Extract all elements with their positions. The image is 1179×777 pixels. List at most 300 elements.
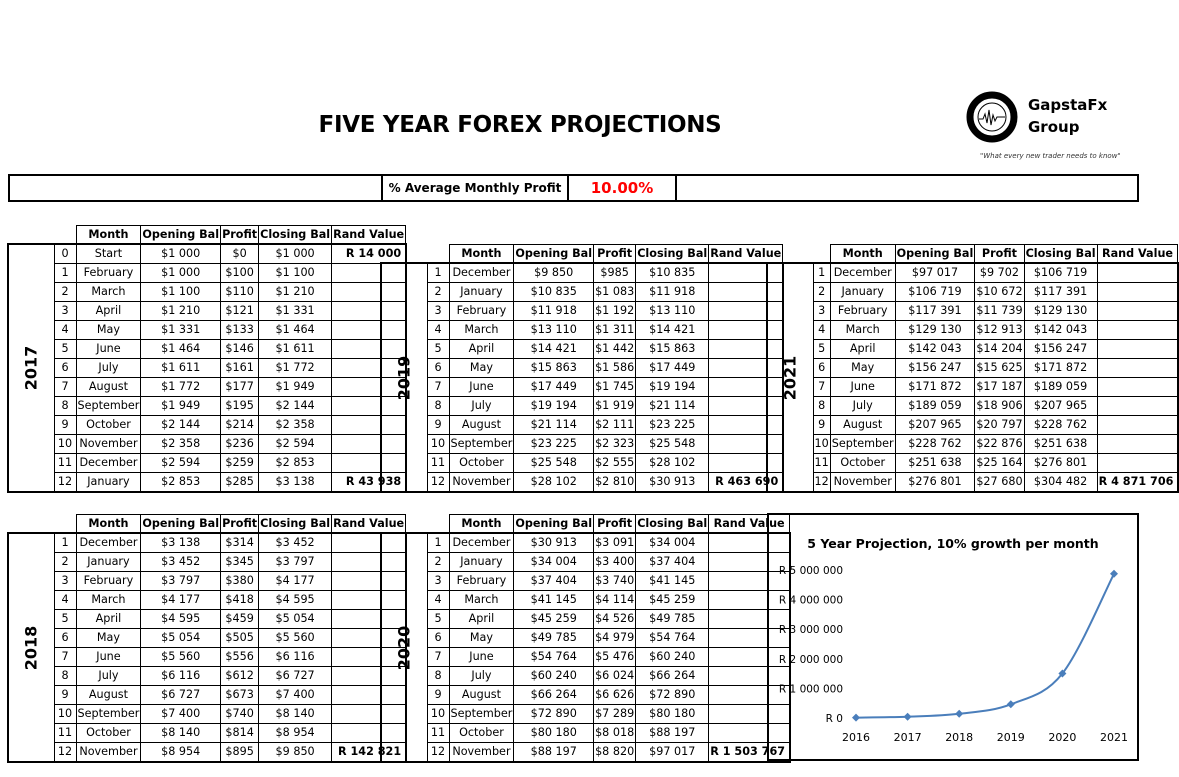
- opening-bal-cell: $8 954: [141, 743, 221, 762]
- closing-bal-cell: $4 177: [259, 572, 332, 591]
- month-cell: December: [76, 534, 141, 553]
- column-header: Closing Bal: [636, 515, 709, 534]
- chart-title: 5 Year Projection, 10% growth per month: [807, 536, 1099, 551]
- month-cell: August: [449, 686, 514, 705]
- opening-bal-cell: $129 130: [895, 321, 975, 340]
- column-header: Rand Value: [332, 226, 406, 245]
- opening-bal-cell: $1 210: [141, 302, 221, 321]
- profit-cell: $25 164: [975, 454, 1024, 473]
- month-cell: September: [76, 397, 141, 416]
- month-cell: October: [449, 454, 514, 473]
- row-index: 7: [54, 648, 76, 667]
- profit-cell: $10 672: [975, 283, 1024, 302]
- opening-bal-cell: $3 138: [141, 534, 221, 553]
- opening-bal-cell: $8 140: [141, 724, 221, 743]
- month-cell: January: [449, 283, 514, 302]
- month-cell: March: [449, 591, 514, 610]
- month-cell: August: [830, 416, 895, 435]
- closing-bal-cell: $80 180: [636, 705, 709, 724]
- profit-cell: $9 702: [975, 264, 1024, 283]
- row-index: 3: [54, 302, 76, 321]
- closing-bal-cell: $37 404: [636, 553, 709, 572]
- opening-bal-cell: $19 194: [514, 397, 594, 416]
- row-index: 10: [54, 435, 76, 454]
- profit-cell: $133: [221, 321, 259, 340]
- opening-bal-cell: $14 421: [514, 340, 594, 359]
- row-index: 10: [54, 705, 76, 724]
- profit-cell: $8 820: [594, 743, 636, 762]
- column-header: Closing Bal: [636, 245, 709, 264]
- table-row: [382, 473, 783, 492]
- opening-bal-cell: $142 043: [895, 340, 975, 359]
- closing-bal-cell: $3 138: [259, 473, 332, 492]
- opening-bal-cell: $88 197: [514, 743, 594, 762]
- closing-bal-cell: $1 331: [259, 302, 332, 321]
- opening-bal-cell: $2 853: [141, 473, 221, 492]
- closing-bal-cell: $156 247: [1024, 340, 1097, 359]
- series-line: [856, 574, 1114, 718]
- table-row: [382, 667, 790, 686]
- table-row: [9, 435, 406, 454]
- table-row: [9, 283, 406, 302]
- profit-cell: $8 018: [594, 724, 636, 743]
- closing-bal-cell: $45 259: [636, 591, 709, 610]
- profit-cell: $195: [221, 397, 259, 416]
- monthly-profit-value[interactable]: 10.00%: [569, 176, 677, 200]
- profit-cell: $418: [221, 591, 259, 610]
- rand-value-cell: [1097, 378, 1178, 397]
- row-index: 6: [54, 629, 76, 648]
- year-table-2021: [767, 244, 1178, 492]
- column-header: Closing Bal: [1024, 245, 1097, 264]
- company-logo: [962, 88, 1122, 170]
- month-cell: September: [830, 435, 895, 454]
- month-cell: July: [830, 397, 895, 416]
- year-label: [768, 264, 814, 492]
- month-cell: March: [449, 321, 514, 340]
- target-logo-icon: [965, 90, 1019, 144]
- profit-cell: $345: [221, 553, 259, 572]
- closing-bal-cell: $1 210: [259, 283, 332, 302]
- row-index: 3: [427, 572, 449, 591]
- closing-bal-cell: $19 194: [636, 378, 709, 397]
- row-index: 8: [54, 667, 76, 686]
- closing-bal-cell: $2 144: [259, 397, 332, 416]
- y-tick-label: R 4 000 000: [778, 594, 843, 607]
- year-label-text: 2018: [21, 625, 41, 670]
- page-title: FIVE YEAR FOREX PROJECTIONS: [318, 112, 722, 138]
- x-tick-label: 2019: [996, 731, 1025, 744]
- month-cell: November: [449, 473, 514, 492]
- row-index: 12: [54, 473, 76, 492]
- opening-bal-cell: $41 145: [514, 591, 594, 610]
- table-row: [382, 378, 783, 397]
- closing-bal-cell: $23 225: [636, 416, 709, 435]
- closing-bal-cell: $4 595: [259, 591, 332, 610]
- rand-value-cell: [1097, 321, 1178, 340]
- column-header: Rand Value: [332, 515, 406, 534]
- month-cell: March: [830, 321, 895, 340]
- rand-value-cell: [1097, 416, 1178, 435]
- table-row: [9, 686, 406, 705]
- table-row: [9, 397, 406, 416]
- year-label: [9, 534, 55, 762]
- opening-bal-cell: $23 225: [514, 435, 594, 454]
- opening-bal-cell: $1 464: [141, 340, 221, 359]
- closing-bal-cell: $28 102: [636, 454, 709, 473]
- table-row: [768, 283, 1178, 302]
- month-cell: September: [76, 705, 141, 724]
- month-cell: January: [76, 473, 141, 492]
- month-cell: November: [76, 435, 141, 454]
- row-index: 11: [54, 454, 76, 473]
- month-cell: July: [449, 397, 514, 416]
- year-table-2019: [381, 244, 783, 492]
- table-row: [768, 378, 1178, 397]
- month-cell: March: [76, 283, 141, 302]
- opening-bal-cell: $6 116: [141, 667, 221, 686]
- month-cell: February: [830, 302, 895, 321]
- opening-bal-cell: $171 872: [895, 378, 975, 397]
- year-label: [382, 264, 428, 492]
- profit-cell: $740: [221, 705, 259, 724]
- table-row: [382, 724, 790, 743]
- table-row: [9, 416, 406, 435]
- profit-cell: $1 083: [594, 283, 636, 302]
- closing-bal-cell: $304 482: [1024, 473, 1097, 492]
- month-cell: July: [76, 667, 141, 686]
- profit-cell: $459: [221, 610, 259, 629]
- row-index: 3: [813, 302, 830, 321]
- closing-bal-cell: $1 772: [259, 359, 332, 378]
- table-row: [382, 743, 790, 762]
- row-index: 11: [54, 724, 76, 743]
- profit-cell: $814: [221, 724, 259, 743]
- y-tick-label: R 1 000 000: [778, 683, 843, 696]
- year-label-text: 2017: [21, 345, 41, 391]
- closing-bal-cell: $54 764: [636, 629, 709, 648]
- y-tick-label: R 2 000 000: [778, 653, 843, 666]
- row-index: 12: [427, 743, 449, 762]
- closing-bal-cell: $7 400: [259, 686, 332, 705]
- month-cell: May: [449, 629, 514, 648]
- row-index: 4: [54, 321, 76, 340]
- opening-bal-cell: $34 004: [514, 553, 594, 572]
- table-row: [9, 553, 406, 572]
- row-index: 9: [427, 686, 449, 705]
- row-index: 4: [427, 591, 449, 610]
- table-header-row: [9, 226, 406, 245]
- closing-bal-cell: $11 918: [636, 283, 709, 302]
- opening-bal-cell: $80 180: [514, 724, 594, 743]
- month-cell: February: [76, 572, 141, 591]
- closing-bal-cell: $5 560: [259, 629, 332, 648]
- profit-cell: $285: [221, 473, 259, 492]
- month-cell: June: [76, 340, 141, 359]
- closing-bal-cell: $207 965: [1024, 397, 1097, 416]
- opening-bal-cell: $97 017: [895, 264, 975, 283]
- opening-bal-cell: $276 801: [895, 473, 975, 492]
- column-header: Rand Value: [1097, 245, 1178, 264]
- column-header: Profit: [594, 515, 636, 534]
- month-cell: June: [449, 378, 514, 397]
- table-row: [9, 629, 406, 648]
- table-row: [9, 454, 406, 473]
- table-header-row: [382, 245, 783, 264]
- table-row: [382, 686, 790, 705]
- opening-bal-cell: $37 404: [514, 572, 594, 591]
- month-cell: December: [449, 264, 514, 283]
- year-table-2017: [8, 225, 406, 492]
- profit-cell: $236: [221, 435, 259, 454]
- profit-cell: $259: [221, 454, 259, 473]
- row-index: 9: [54, 686, 76, 705]
- column-header: Rand Value: [709, 515, 790, 534]
- month-cell: October: [76, 724, 141, 743]
- month-cell: November: [449, 743, 514, 762]
- closing-bal-cell: $60 240: [636, 648, 709, 667]
- closing-bal-cell: $1 000: [259, 245, 332, 264]
- month-cell: March: [76, 591, 141, 610]
- opening-bal-cell: $228 762: [895, 435, 975, 454]
- opening-bal-cell: $3 452: [141, 553, 221, 572]
- logo-name-line2: Group: [1028, 118, 1080, 136]
- row-index: 4: [427, 321, 449, 340]
- year-label-text: 2021: [780, 355, 800, 400]
- month-cell: November: [830, 473, 895, 492]
- opening-bal-cell: $5 560: [141, 648, 221, 667]
- table-row: [768, 340, 1178, 359]
- table-row: [9, 534, 406, 553]
- profit-cell: $110: [221, 283, 259, 302]
- closing-bal-cell: $2 358: [259, 416, 332, 435]
- rand-value-cell: R 142 821: [332, 743, 406, 762]
- column-header: Rand Value: [709, 245, 783, 264]
- x-tick-label: 2020: [1048, 731, 1077, 744]
- closing-bal-cell: $13 110: [636, 302, 709, 321]
- closing-bal-cell: $17 449: [636, 359, 709, 378]
- profit-cell: $3 400: [594, 553, 636, 572]
- opening-bal-cell: $60 240: [514, 667, 594, 686]
- opening-bal-cell: $49 785: [514, 629, 594, 648]
- profit-cell: $2 323: [594, 435, 636, 454]
- table-row: [382, 610, 790, 629]
- table-row: [9, 591, 406, 610]
- profit-cell: $18 906: [975, 397, 1024, 416]
- year-label: [382, 534, 428, 762]
- month-cell: April: [76, 302, 141, 321]
- profit-cell: $6 024: [594, 667, 636, 686]
- month-cell: April: [449, 610, 514, 629]
- month-cell: December: [76, 454, 141, 473]
- closing-bal-cell: $49 785: [636, 610, 709, 629]
- month-cell: December: [449, 534, 514, 553]
- row-index: 5: [54, 340, 76, 359]
- column-header: Profit: [221, 226, 259, 245]
- opening-bal-cell: $28 102: [514, 473, 594, 492]
- rand-value-cell: R 43 938: [332, 473, 406, 492]
- table-row: [382, 416, 783, 435]
- header-blank: [382, 515, 450, 534]
- data-point: [852, 714, 860, 722]
- table-row: [382, 572, 790, 591]
- profit-cell: $2 555: [594, 454, 636, 473]
- row-index: 8: [427, 667, 449, 686]
- opening-bal-cell: $21 114: [514, 416, 594, 435]
- opening-bal-cell: $1 949: [141, 397, 221, 416]
- month-cell: February: [449, 572, 514, 591]
- closing-bal-cell: $2 594: [259, 435, 332, 454]
- table-row: [9, 743, 406, 762]
- profit-cell: $895: [221, 743, 259, 762]
- profit-cell: $7 289: [594, 705, 636, 724]
- logo-name: [1028, 94, 1107, 138]
- table-row: [382, 648, 790, 667]
- data-point: [904, 713, 912, 721]
- rand-value-cell: [1097, 340, 1178, 359]
- profit-cell: $161: [221, 359, 259, 378]
- row-index: 12: [427, 473, 449, 492]
- closing-bal-cell: $3 797: [259, 553, 332, 572]
- month-cell: August: [76, 378, 141, 397]
- rand-value-cell: R 4 871 706: [1097, 473, 1178, 492]
- table-row: [382, 283, 783, 302]
- rand-value-cell: R 14 000: [332, 245, 406, 264]
- column-header: Month: [449, 515, 514, 534]
- profit-cell: $121: [221, 302, 259, 321]
- profit-cell: $5 476: [594, 648, 636, 667]
- opening-bal-cell: $207 965: [895, 416, 975, 435]
- month-cell: September: [449, 435, 514, 454]
- profit-cell: $1 586: [594, 359, 636, 378]
- table-row: [382, 321, 783, 340]
- row-index: 1: [54, 534, 76, 553]
- row-index: 6: [427, 629, 449, 648]
- opening-bal-cell: $1 000: [141, 264, 221, 283]
- y-tick-label: R 5 000 000: [778, 565, 843, 577]
- profit-cell: $985: [594, 264, 636, 283]
- profit-cell: $4 979: [594, 629, 636, 648]
- profit-cell: $14 204: [975, 340, 1024, 359]
- profit-cell: $612: [221, 667, 259, 686]
- table-row: [9, 321, 406, 340]
- closing-bal-cell: $41 145: [636, 572, 709, 591]
- profit-cell: $4 114: [594, 591, 636, 610]
- table-row: [768, 302, 1178, 321]
- closing-bal-cell: $21 114: [636, 397, 709, 416]
- y-tick-label: R 0: [825, 713, 843, 725]
- header-blank: [9, 226, 77, 245]
- month-cell: May: [76, 629, 141, 648]
- closing-bal-cell: $66 264: [636, 667, 709, 686]
- table-row: [9, 610, 406, 629]
- month-cell: August: [449, 416, 514, 435]
- rand-value-cell: R 463 690: [709, 473, 783, 492]
- row-index: 3: [54, 572, 76, 591]
- table-row: [9, 359, 406, 378]
- opening-bal-cell: $189 059: [895, 397, 975, 416]
- opening-bal-cell: $106 719: [895, 283, 975, 302]
- opening-bal-cell: $156 247: [895, 359, 975, 378]
- column-header: Opening Bal: [141, 226, 221, 245]
- month-cell: February: [449, 302, 514, 321]
- profit-cell: $505: [221, 629, 259, 648]
- table-header-row: [768, 245, 1178, 264]
- opening-bal-cell: $1 000: [141, 245, 221, 264]
- closing-bal-cell: $25 548: [636, 435, 709, 454]
- opening-bal-cell: $4 595: [141, 610, 221, 629]
- profit-cell: $11 739: [975, 302, 1024, 321]
- row-index: 7: [427, 378, 449, 397]
- opening-bal-cell: $2 594: [141, 454, 221, 473]
- opening-bal-cell: $9 850: [514, 264, 594, 283]
- rand-value-cell: [1097, 435, 1178, 454]
- table-row: [9, 302, 406, 321]
- header-blank: [768, 245, 831, 264]
- row-index: 9: [813, 416, 830, 435]
- data-point: [955, 710, 963, 718]
- opening-bal-cell: $54 764: [514, 648, 594, 667]
- row-index: 12: [54, 743, 76, 762]
- opening-bal-cell: $11 918: [514, 302, 594, 321]
- opening-bal-cell: $10 835: [514, 283, 594, 302]
- profit-cell: $22 876: [975, 435, 1024, 454]
- row-index: 8: [813, 397, 830, 416]
- closing-bal-cell: $30 913: [636, 473, 709, 492]
- closing-bal-cell: $189 059: [1024, 378, 1097, 397]
- closing-bal-cell: $72 890: [636, 686, 709, 705]
- year-label-text: 2019: [394, 355, 414, 400]
- month-cell: October: [830, 454, 895, 473]
- table-row: [9, 572, 406, 591]
- row-index: 5: [427, 340, 449, 359]
- opening-bal-cell: $25 548: [514, 454, 594, 473]
- row-index: 1: [813, 264, 830, 283]
- profit-cell: $214: [221, 416, 259, 435]
- row-index: 0: [54, 245, 76, 264]
- table-row: [9, 667, 406, 686]
- month-cell: April: [830, 340, 895, 359]
- monthly-profit-banner: [8, 174, 1139, 202]
- column-header: Opening Bal: [514, 515, 594, 534]
- opening-bal-cell: $72 890: [514, 705, 594, 724]
- month-cell: April: [449, 340, 514, 359]
- row-index: 2: [54, 553, 76, 572]
- year-table-2018: [8, 514, 406, 762]
- rand-value-cell: [1097, 397, 1178, 416]
- table-row: [382, 340, 783, 359]
- closing-bal-cell: $129 130: [1024, 302, 1097, 321]
- opening-bal-cell: $13 110: [514, 321, 594, 340]
- closing-bal-cell: $97 017: [636, 743, 709, 762]
- table-row: [9, 648, 406, 667]
- logo-name-line1: GapstaFx: [1028, 96, 1108, 114]
- row-index: 9: [54, 416, 76, 435]
- table-row: [9, 724, 406, 743]
- table-row: [382, 264, 783, 283]
- table-row: [382, 591, 790, 610]
- opening-bal-cell: $1 100: [141, 283, 221, 302]
- row-index: 1: [54, 264, 76, 283]
- profit-cell: $27 680: [975, 473, 1024, 492]
- table-row: [768, 416, 1178, 435]
- row-index: 12: [813, 473, 830, 492]
- table-row: [768, 264, 1178, 283]
- data-point: [1110, 570, 1118, 578]
- row-index: 6: [427, 359, 449, 378]
- row-index: 4: [813, 321, 830, 340]
- opening-bal-cell: $3 797: [141, 572, 221, 591]
